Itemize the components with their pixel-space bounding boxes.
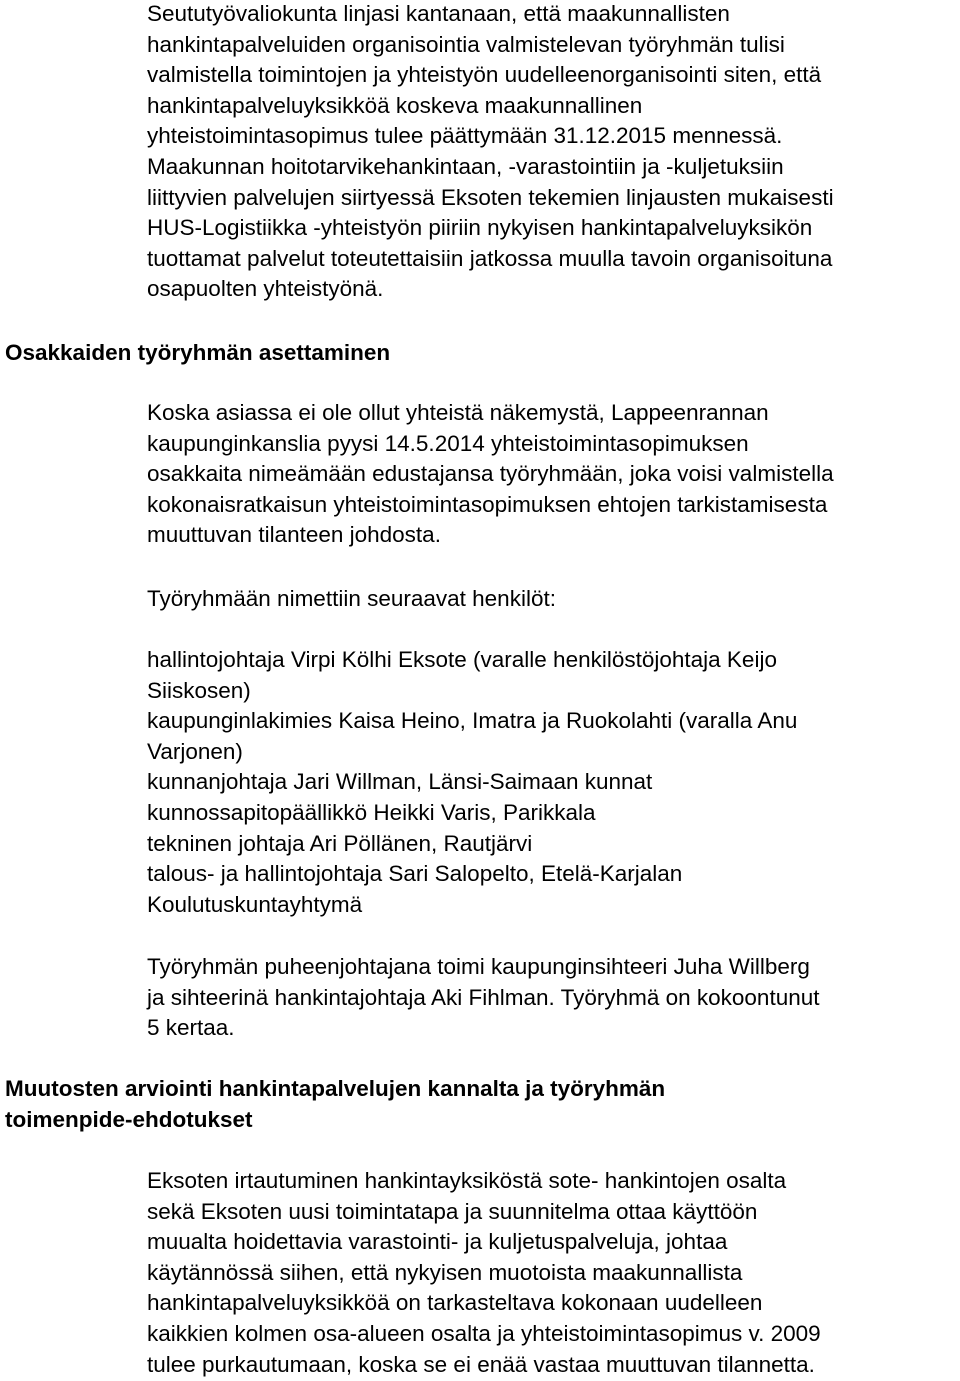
section-heading-working-group: Osakkaiden työryhmän asettaminen <box>5 340 391 365</box>
working-group-paragraph: Koska asiassa ei ole ollut yhteistä näkemystä, Lappeenrannan kaupunginkanslia pyysi 14.5.2014 yhteistoimintasopimuksen osakkaita nimeämään edustajansa työryhmään, joka voisi valmistella kokonaisratkaisun yhteistoimintasopimuksen ehtojen tarkistamisesta muuttuvan tilanteen johdosta. <box>147 400 834 548</box>
members-list: hallintojohtaja Virpi Kölhi Eksote (varalle henkilöstöjohtaja Keijo Siiskosen) kaupunginlakimies Kaisa Heino, Imatra ja Ruokolahti (varalla Anu Varjonen) kunnanjohtaja Jari Willman, Länsi-Saimaan kunnat kunnossapitopäällikkö Heikki Varis, Parikkala tekninen johtaja Ari Pöllänen, Rautjärvi talous- ja hallintojohtaja Sari Salopelto, Etelä-Karjalan Koulutuskuntayhtymä <box>147 647 798 917</box>
section-heading-assessment: Muutosten arviointi hankintapalvelujen kannalta ja työryhmän toimenpide-ehdotukset <box>5 1076 666 1132</box>
members-intro: Työryhmään nimettiin seuraavat henkilöt: <box>147 586 556 611</box>
chair-paragraph: Työryhmän puheenjohtajana toimi kaupunginsihteeri Juha Willberg ja sihteerinä hankintajohtaja Aki Fihlman. Työryhmä on kokoontunut 5 kertaa. <box>147 954 820 1041</box>
intro-paragraph: Seututyövaliokunta linjasi kantanaan, että maakunnallisten hankintapalveluiden organisointia valmistelevan työryhmän tulisi valmistella toimintojen ja yhteistyön uudelleenorganisointi siten, että hankintapalveluyksikköä koskeva maakunnallinen yhteistoimintasopimus tulee päättymään 31.12.2015 mennessä. Maakunnan hoitotarvikehankintaan, -varastointiin ja -kuljetuksiin liittyvien palvelujen siirtyessä Eksoten tekemien linjausten mukaisesti HUS-Logistiikka -yhteistyön piiriin nykyisen hankintapalveluyksikön tuottamat palvelut toteutettaisiin jatkossa muulla tavoin organisoituna osapuolten yhteistyönä. <box>147 1 834 302</box>
assessment-paragraph: Eksoten irtautuminen hankintayksiköstä sote- hankintojen osalta sekä Eksoten uusi toimintatapa ja suunnitelma ottaa käyttöön muualta hoidettavia varastointi- ja kuljetuspalveluja, johtaa käytännössä siihen, että nykyisen muotoista maakunnallista hankintapalveluyksikköä on tarkasteltava kokonaan uudelleen kaikkien kolmen osa-alueen osalta ja yhteistoimintasopimus v. 2009 tulee purkautumaan, koska se ei enää vastaa muuttuvan tilannetta. <box>147 1168 821 1377</box>
